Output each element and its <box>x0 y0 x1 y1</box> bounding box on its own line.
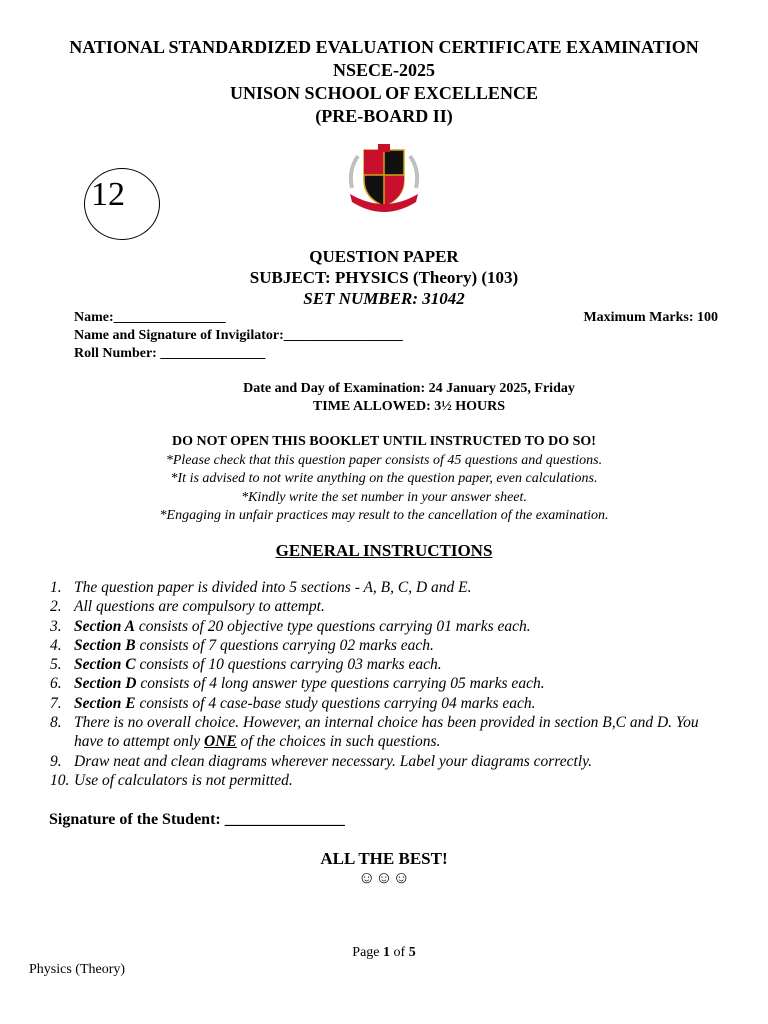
item-text: The question paper is divided into 5 sections - A, B, C, D and E. <box>74 579 472 596</box>
time-allowed: TIME ALLOWED: 3½ HOURS <box>312 399 506 414</box>
page-prefix: Page <box>352 945 384 960</box>
list-item <box>50 771 730 790</box>
closing-message <box>0 849 768 887</box>
list-item <box>50 617 730 636</box>
page-total: 5 <box>408 945 416 960</box>
list-item <box>50 578 730 597</box>
exam-code: NSECE-2025 <box>332 60 435 80</box>
class-number-circle <box>84 168 160 240</box>
warning-item: *Kindly write the set number in your answer sheet. <box>241 489 527 505</box>
warnings <box>0 433 768 526</box>
list-item <box>50 655 730 674</box>
school-crest-icon <box>334 130 434 230</box>
emphasis-one: ONE <box>204 733 237 751</box>
exam-title: NATIONAL STANDARDIZED EVALUATION CERTIFICATE EXAMINATION <box>69 37 699 57</box>
item-number: 8. <box>50 714 62 732</box>
set-number: SET NUMBER: 31042 <box>303 289 465 308</box>
list-item <box>50 752 730 771</box>
item-number: 6. <box>50 675 62 693</box>
item-text: All questions are compulsory to attempt. <box>74 598 325 616</box>
item-number: 4. <box>50 636 62 654</box>
paper-info <box>0 246 768 309</box>
instructions-list <box>50 578 730 790</box>
maximum-marks: Maximum Marks: 100 <box>583 310 718 325</box>
item-number: 5. <box>50 656 62 674</box>
item-text: consists of 4 long answer type questions carrying 05 marks each. <box>136 675 545 693</box>
item-number: 7. <box>50 694 62 712</box>
list-item <box>50 674 730 693</box>
smiley-icons: ☺☺☺ <box>357 868 411 887</box>
item-number: 3. <box>50 617 62 635</box>
warning-item: *It is advised to not write anything on the question paper, even calculations. <box>170 471 598 486</box>
warning-title: DO NOT OPEN THIS BOOKLET UNTIL INSTRUCTED TO DO SO! <box>172 434 596 449</box>
candidate-fields <box>74 309 718 363</box>
item-number: 1. <box>50 579 62 596</box>
paper-type: QUESTION PAPER <box>309 247 459 266</box>
page-number <box>0 945 768 961</box>
page-of: of <box>390 945 409 960</box>
exam-round: (PRE-BOARD II) <box>315 106 453 126</box>
list-item <box>50 713 730 752</box>
item-number: 10. <box>50 771 70 789</box>
item-text: consists of 7 questions carrying 02 marks each. <box>135 636 434 654</box>
school-name: UNISON SCHOOL OF EXCELLENCE <box>230 83 538 103</box>
item-text: Draw neat and clean diagrams wherever necessary. Label your diagrams correctly. <box>74 752 593 770</box>
exam-header <box>0 36 768 128</box>
item-text: There is no overall choice. However, an internal choice has been provided in section B,C and D. You have to attempt only <box>74 714 699 751</box>
warning-item: *Engaging in unfair practices may result to the cancellation of the examination. <box>159 508 609 523</box>
exam-date: Date and Day of Examination: 24 January 2025, Friday <box>243 381 575 396</box>
item-text: consists of 20 objective type questions carrying 01 marks each. <box>135 617 531 635</box>
item-text: consists of 4 case-base study questions carrying 04 marks each. <box>135 694 536 712</box>
item-text: Use of calculators is not permitted. <box>74 771 293 789</box>
section-label: Section E <box>74 694 136 712</box>
list-item <box>50 597 730 616</box>
exam-schedule <box>0 380 768 416</box>
general-instructions-title: GENERAL INSTRUCTIONS <box>275 541 493 560</box>
section-label: Section D <box>74 675 137 693</box>
item-text-tail: of the choices in such questions. <box>236 733 441 751</box>
invigilator-field: Name and Signature of Invigilator:_________________ <box>74 328 403 343</box>
section-label: Section A <box>74 617 136 635</box>
section-label: Section C <box>74 656 136 674</box>
list-item <box>50 636 730 655</box>
student-signature-field: Signature of the Student: _______________ <box>49 811 345 828</box>
item-number: 9. <box>50 752 62 770</box>
name-field: Name:________________ <box>74 310 226 325</box>
section-label: Section B <box>74 636 136 654</box>
paper-subject: SUBJECT: PHYSICS (Theory) (103) <box>249 268 519 287</box>
all-the-best: ALL THE BEST! <box>320 849 448 868</box>
roll-number-field: Roll Number: _______________ <box>74 346 266 361</box>
item-number: 2. <box>50 598 62 616</box>
list-item <box>50 694 730 713</box>
warning-item: *Please check that this question paper consists of 45 questions and questions. <box>165 452 603 468</box>
class-number: 12 <box>91 176 125 213</box>
footer-subject: Physics (Theory) <box>29 962 126 977</box>
item-text: consists of 10 questions carrying 03 marks each. <box>135 656 442 674</box>
page-current: 1 <box>383 945 391 960</box>
school-logo <box>334 130 434 230</box>
